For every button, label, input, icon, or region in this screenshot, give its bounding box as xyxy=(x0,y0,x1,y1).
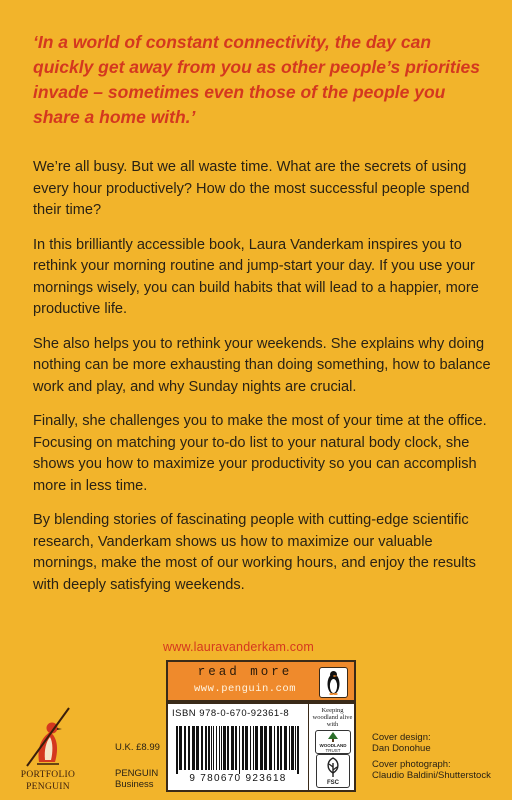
barcode-digits: 9 780670 923618 xyxy=(189,773,287,784)
barcode-bar xyxy=(219,726,220,770)
penguin-url-link[interactable]: www.penguin.com xyxy=(193,683,296,695)
barcode-bar xyxy=(192,726,195,770)
cover-credits xyxy=(372,732,512,781)
barcode-bar xyxy=(295,726,296,770)
blurb-paragraph: She also helps you to rethink your weekends. She explains why doing nothing can be more exhausting than doing something, how to balance work and play, and why Sunday nights are crucial. xyxy=(33,335,491,395)
barcode-bar xyxy=(235,726,237,770)
barcode-bar xyxy=(221,726,222,770)
fsc-logo xyxy=(316,754,350,788)
barcode-bar xyxy=(289,726,290,770)
blurb-paragraph: In this brilliantly accessible book, Laura Vanderkam inspires you to rethink your morning routine and jump-start your day. If you use your mornings wisely, you can build habits that will lead to a happier, more productive life. xyxy=(33,236,479,317)
cover-photo-name: Claudio Baldini/Shutterstock xyxy=(372,770,491,781)
barcode-divider xyxy=(308,704,309,790)
publisher-series: Business xyxy=(115,779,154,790)
barcode-bar xyxy=(211,726,212,770)
cover-design-label: Cover design: xyxy=(372,732,431,743)
blurb-paragraph: We’re all busy. But we all waste time. What are the secrets of using every hour productively? How do the most successful people spend their time? xyxy=(33,159,470,218)
barcode-bar xyxy=(179,726,182,770)
blurb-paragraph: By blending stories of fascinating people with cutting-edge scientific research, Vanderkam shows us how to maximize our valuable mornings, make the most of our working hours, and enjoy the results with deeply satisfying weekends. xyxy=(33,512,476,593)
trust-label: TRUST xyxy=(325,748,341,753)
barcode-bar xyxy=(255,726,258,770)
penguin-javelin-icon xyxy=(17,704,79,768)
pull-quote: ‘In a world of constant connectivity, the day can quickly get away from you as other people’s priorities invade – sometimes even those of the people you share a home with.’ xyxy=(33,32,481,127)
logo-penguin-text: PENGUIN xyxy=(26,782,70,792)
barcode-bar xyxy=(176,726,178,774)
barcode-panel xyxy=(166,702,356,792)
barcode-bar xyxy=(269,726,272,770)
barcode-bar xyxy=(291,726,294,770)
barcode-bar xyxy=(213,726,214,770)
barcode-bar xyxy=(184,726,186,770)
barcode-bar xyxy=(260,726,263,770)
barcode-bar xyxy=(253,726,254,770)
barcode-bar xyxy=(274,726,275,770)
fsc-label: FSC xyxy=(327,780,339,786)
barcode-bar xyxy=(250,726,251,770)
cover-photo-label: Cover photograph: xyxy=(372,759,451,770)
barcode-bar xyxy=(277,726,279,770)
cover-design-name: Dan Donohue xyxy=(372,743,431,754)
barcode-bar xyxy=(231,726,234,770)
woodland-text: Keeping woodland alive with xyxy=(312,707,353,728)
barcode-bar xyxy=(242,726,244,770)
barcode-bar xyxy=(264,726,267,770)
author-website-link[interactable]: www.lauravanderkam.com xyxy=(163,640,314,654)
isbn-number: ISBN 978-0-670-92361-8 xyxy=(172,708,290,719)
blurb xyxy=(33,157,495,609)
woodland-trust-logo xyxy=(315,730,351,754)
barcode-bar xyxy=(208,726,210,770)
barcode-bar xyxy=(280,726,282,770)
read-more-label: read more xyxy=(197,665,293,679)
price-label: U.K. £8.99 xyxy=(115,742,160,753)
barcode-bar xyxy=(223,726,226,770)
logo-portfolio-text: PORTFOLIO xyxy=(20,770,76,780)
barcode-bar xyxy=(201,726,203,770)
barcode-bar xyxy=(284,726,287,770)
penguin-logo-icon xyxy=(319,667,348,698)
read-more-banner xyxy=(166,660,356,702)
publisher-name: PENGUIN xyxy=(115,768,159,779)
tree-icon xyxy=(316,731,350,743)
woodland-label: WOODLAND xyxy=(319,743,347,748)
portfolio-penguin-logo xyxy=(17,704,79,794)
blurb-paragraph: Finally, she challenges you to make the most of your time at the office. Focusing on matching your to-do list to your natural body clock, she shows you how to maximize your productivity so you can accomplish more in less time. xyxy=(33,413,487,494)
barcode-bar xyxy=(297,726,299,774)
barcode-bar xyxy=(196,726,199,770)
barcode-bar xyxy=(188,726,190,770)
fsc-tree-icon xyxy=(317,755,349,779)
barcode-bar xyxy=(245,726,248,770)
barcode-bar xyxy=(239,726,240,774)
barcode-bar xyxy=(227,726,229,770)
barcode-bar xyxy=(205,726,207,770)
barcode-icon xyxy=(174,726,304,774)
barcode-bar xyxy=(216,726,217,770)
publisher-imprint xyxy=(115,768,158,790)
